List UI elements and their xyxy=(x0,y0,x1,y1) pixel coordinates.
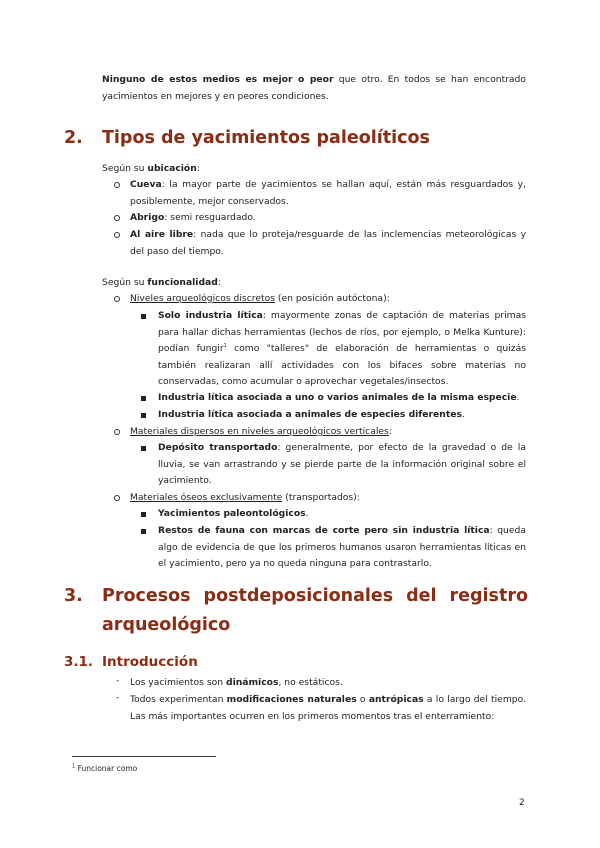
square-bullet-icon xyxy=(141,529,146,534)
dinamicos-pre: Los yacimientos son xyxy=(130,677,227,688)
intro-text: que otro. En todos se han encontrado yacimientos en mejores y en peores condiciones. xyxy=(102,74,526,102)
funcionalidad-lead xyxy=(102,275,221,292)
section-2-number: 2. xyxy=(64,128,83,148)
square-bullet-icon xyxy=(141,446,146,451)
solo-industria-litica-label: Solo industria lítica xyxy=(158,310,263,321)
niveles-discretos-item xyxy=(130,291,526,308)
circle-bullet-icon xyxy=(114,182,120,188)
square-bullet-icon xyxy=(141,512,146,517)
square-bullet-icon xyxy=(141,413,146,418)
footnote xyxy=(72,764,137,773)
funcionalidad-lead-post: : xyxy=(217,277,221,288)
abrigo-text: : semi resguardado. xyxy=(164,212,256,223)
materiales-oseos-rest: (transportados): xyxy=(282,492,360,503)
section-3-number: 3. xyxy=(64,586,83,606)
footnote-text: Funcionar como xyxy=(77,764,138,773)
page-number: 2 xyxy=(519,798,525,808)
yacimientos-paleontologicos-item: Yacimientos paleontológicos. xyxy=(158,508,309,519)
dinamicos-bold: dinámicos xyxy=(226,677,279,688)
dash-bullet-icon: - xyxy=(116,676,120,686)
industria-misma-especie-item: Industria lítica asociada a uno o varios animales de la misma especie. xyxy=(158,392,520,403)
ubicacion-lead-post: : xyxy=(196,163,200,174)
funcionalidad-lead-pre: Según su xyxy=(102,277,148,288)
square-bullet-icon xyxy=(141,396,146,401)
solo-industria-litica-text-a: : mayormente zonas de captación de materias primas para hallar dichas herramientas (lechos de ríos, por ejemplo, o Melka Kunture): podían fungir xyxy=(158,310,526,355)
intro-item-modificaciones xyxy=(130,692,526,725)
cueva-text: : la mayor parte de yacimientos se hallan aquí, están más resguardados y, posiblemente, mejor conservados. xyxy=(130,179,526,207)
solo-industria-litica-text-b: como "talleres" de elaboración de herramientas o quizás también realizaran allí actividades con los bifaces sobre materias no conservadas, como acumular o aprovechar vegetales/insectos. xyxy=(158,343,526,388)
section-3-title-line-1: Procesos postdeposicionales del registro xyxy=(102,586,528,606)
circle-bullet-icon xyxy=(114,495,120,501)
yacimientos-paleontologicos-text: Yacimientos paleontológicos xyxy=(158,508,306,519)
materiales-oseos-label: Materiales óseos exclusivamente xyxy=(130,492,283,503)
intro-item-dinamicos xyxy=(130,675,526,692)
circle-bullet-icon xyxy=(114,232,120,238)
deposito-transportado-item xyxy=(158,440,526,490)
industria-misma-especie-text: Industria lítica asociada a uno o varios animales de la misma especie xyxy=(158,392,517,403)
restos-fauna-text: : queda algo de evidencia de que los primeros humanos usaron herramientas líticas en el yacimiento, pero ya no queda ninguna para contrastarlo. xyxy=(158,525,526,570)
ubicacion-lead xyxy=(102,161,200,178)
modificaciones-post: a lo largo del tiempo. Las más importantes ocurren en los primeros momentos tras el enterramiento: xyxy=(130,694,526,722)
aire-libre-text: : nada que lo proteja/resguarde de las inclemencias meteorológicas y del paso del tiempo. xyxy=(130,229,527,257)
restos-fauna-item xyxy=(158,523,526,573)
materiales-oseos-item xyxy=(130,490,526,507)
solo-industria-litica-item xyxy=(158,308,526,391)
footnote-ref[interactable]: 1 xyxy=(223,343,227,350)
ubicacion-item-aire-libre xyxy=(130,227,526,260)
antropicas-bold: antrópicas xyxy=(368,694,424,705)
circle-bullet-icon xyxy=(114,429,120,435)
materiales-dispersos-item xyxy=(130,424,526,441)
square-bullet-icon xyxy=(141,314,146,319)
ubicacion-lead-bold: ubicación xyxy=(147,163,197,174)
ubicacion-item-cueva xyxy=(130,177,526,210)
aire-libre-label: Al aire libre xyxy=(130,229,194,240)
materiales-dispersos-label: Materiales dispersos en niveles arqueológicos verticales xyxy=(130,426,389,437)
materiales-dispersos-rest: : xyxy=(388,426,392,437)
subsection-3-1-number: 3.1. xyxy=(64,654,94,670)
niveles-discretos-label: Niveles arqueológicos discretos xyxy=(130,293,275,304)
section-3-heading xyxy=(64,586,534,646)
dash-bullet-icon: - xyxy=(116,693,120,703)
circle-bullet-icon xyxy=(114,215,120,221)
funcionalidad-lead-bold: funcionalidad xyxy=(147,277,218,288)
modificaciones-bold: modificaciones naturales xyxy=(226,694,357,705)
footnote-number: 1 xyxy=(72,763,76,770)
intro-bold: Ninguno de estos medios es mejor o peor xyxy=(102,74,334,85)
subsection-3-1-title: Introducción xyxy=(102,654,198,670)
footnote-rule xyxy=(72,756,216,757)
section-2-title: Tipos de yacimientos paleolíticos xyxy=(102,128,430,148)
circle-bullet-icon xyxy=(114,296,120,302)
ubicacion-item-abrigo xyxy=(130,210,526,227)
modificaciones-mid: o xyxy=(356,694,369,705)
modificaciones-pre: Todos experimentan xyxy=(130,694,227,705)
dinamicos-post: , no estáticos. xyxy=(278,677,343,688)
restos-fauna-label: Restos de fauna con marcas de corte pero sin industria lítica xyxy=(158,525,490,536)
cueva-label: Cueva xyxy=(130,179,162,190)
ubicacion-lead-pre: Según su xyxy=(102,163,148,174)
deposito-transportado-text: : generalmente, por efecto de la gravedad o de la lluvia, se van arrastrando y se pierde parte de la información original sobre el yacimiento. xyxy=(158,442,526,487)
niveles-discretos-rest: (en posición autóctona): xyxy=(275,293,390,304)
industria-especies-diferentes-text: Industria lítica asociada a animales de especies diferentes xyxy=(158,409,462,420)
abrigo-label: Abrigo xyxy=(130,212,165,223)
deposito-transportado-label: Depósito transportado xyxy=(158,442,278,453)
section-3-title-line-2: arqueológico xyxy=(102,615,231,635)
intro-paragraph xyxy=(102,72,526,105)
industria-especies-diferentes-item: Industria lítica asociada a animales de especies diferentes. xyxy=(158,409,465,420)
